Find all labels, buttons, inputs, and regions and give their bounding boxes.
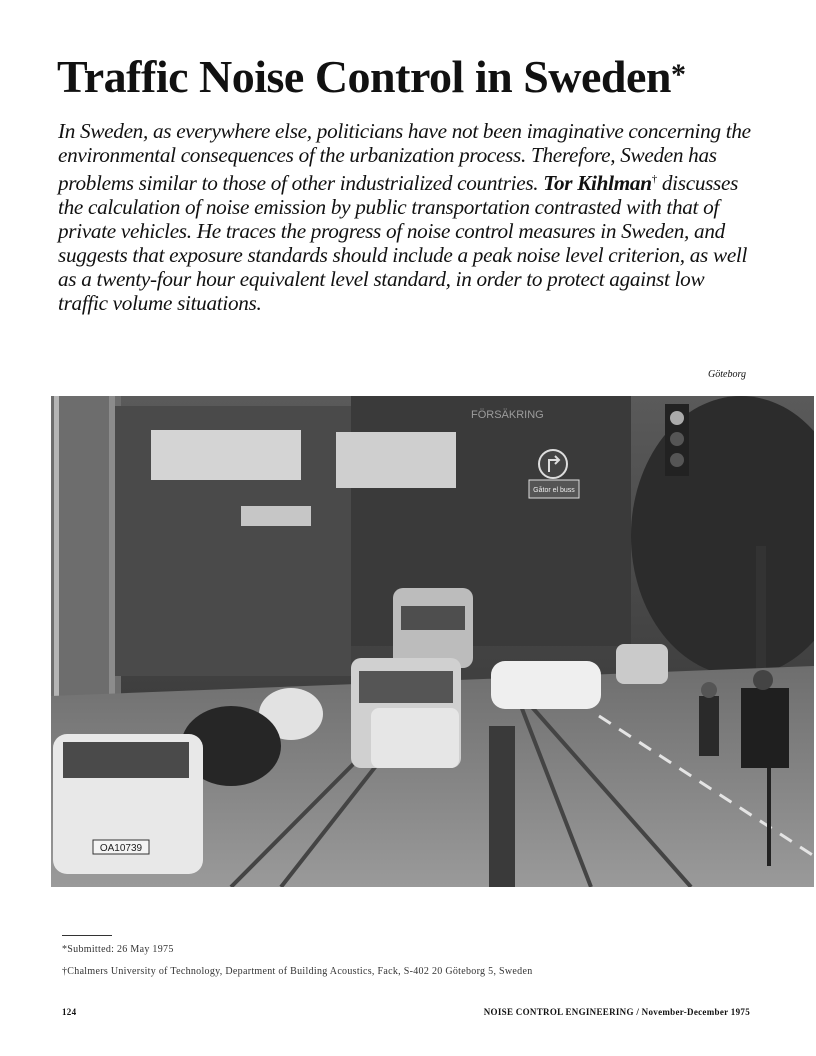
distant-car-right [616,644,668,684]
footnote-submitted: *Submitted: 26 May 1975 [62,944,174,955]
title-text: Traffic Noise Control in Sweden [57,51,671,102]
pedestrian-head [701,682,717,698]
street-photo-illustration [51,396,814,887]
journal-footer: NOISE CONTROL ENGINEERING / November-December 1975 [483,1007,750,1017]
signal-lamp-bottom [670,453,684,467]
license-plate-text: OA10739 [99,843,143,854]
overhead-sign-left [151,430,301,480]
dateline-location: Göteborg [708,369,746,380]
van-windshield [359,671,453,703]
author-footnote-mark: † [651,173,657,185]
small-car-center [371,708,459,768]
cyclist-head [753,670,773,690]
title-footnote-mark: * [671,58,686,91]
building-sign: FÖRSÄKRING [471,409,544,421]
footnote-rule [62,935,112,936]
abstract [58,119,758,315]
abstract-rest: discusses the calculation of noise emission by public transportation contrasted with that of private vehicles. He traces the progress of noise control measures in Sweden, and suggests that exposure standards should include a peak noise level criterion, as well as a twenty-four hour equivalent level standard, in order to protect against low traffic volume situations. [58,171,748,316]
signal-lamp-middle [670,432,684,446]
turn-right-sign [539,450,567,478]
abstract-intro: In Sweden, as everywhere else, politicians have not been imaginative concerning the environmental consequences of the urbanization process. Therefore, Sweden has problems similar to those of other industrialized countries. [58,119,751,196]
footnote-affiliation: †Chalmers University of Technology, Department of Building Acoustics, Fack, S-402 20 Göteborg 5, Sweden [62,966,533,977]
bus-sign-text: Gåtor el buss [533,487,575,494]
page-number: 124 [62,1007,77,1017]
lamp-pole-edge [54,396,59,696]
sedan-windshield [63,742,189,778]
cyclist [741,688,789,768]
white-car-right [491,661,601,709]
tram-window [401,606,465,630]
street-photo [51,396,814,887]
pedestrian [699,696,719,756]
bollard-post [489,726,515,887]
author-name: Tor Kihlman [543,171,652,196]
overhead-sign-right [336,432,456,488]
article-title [57,52,686,103]
lamp-pole-left [109,396,115,736]
small-sign [241,506,311,526]
signal-lamp-top [670,411,684,425]
